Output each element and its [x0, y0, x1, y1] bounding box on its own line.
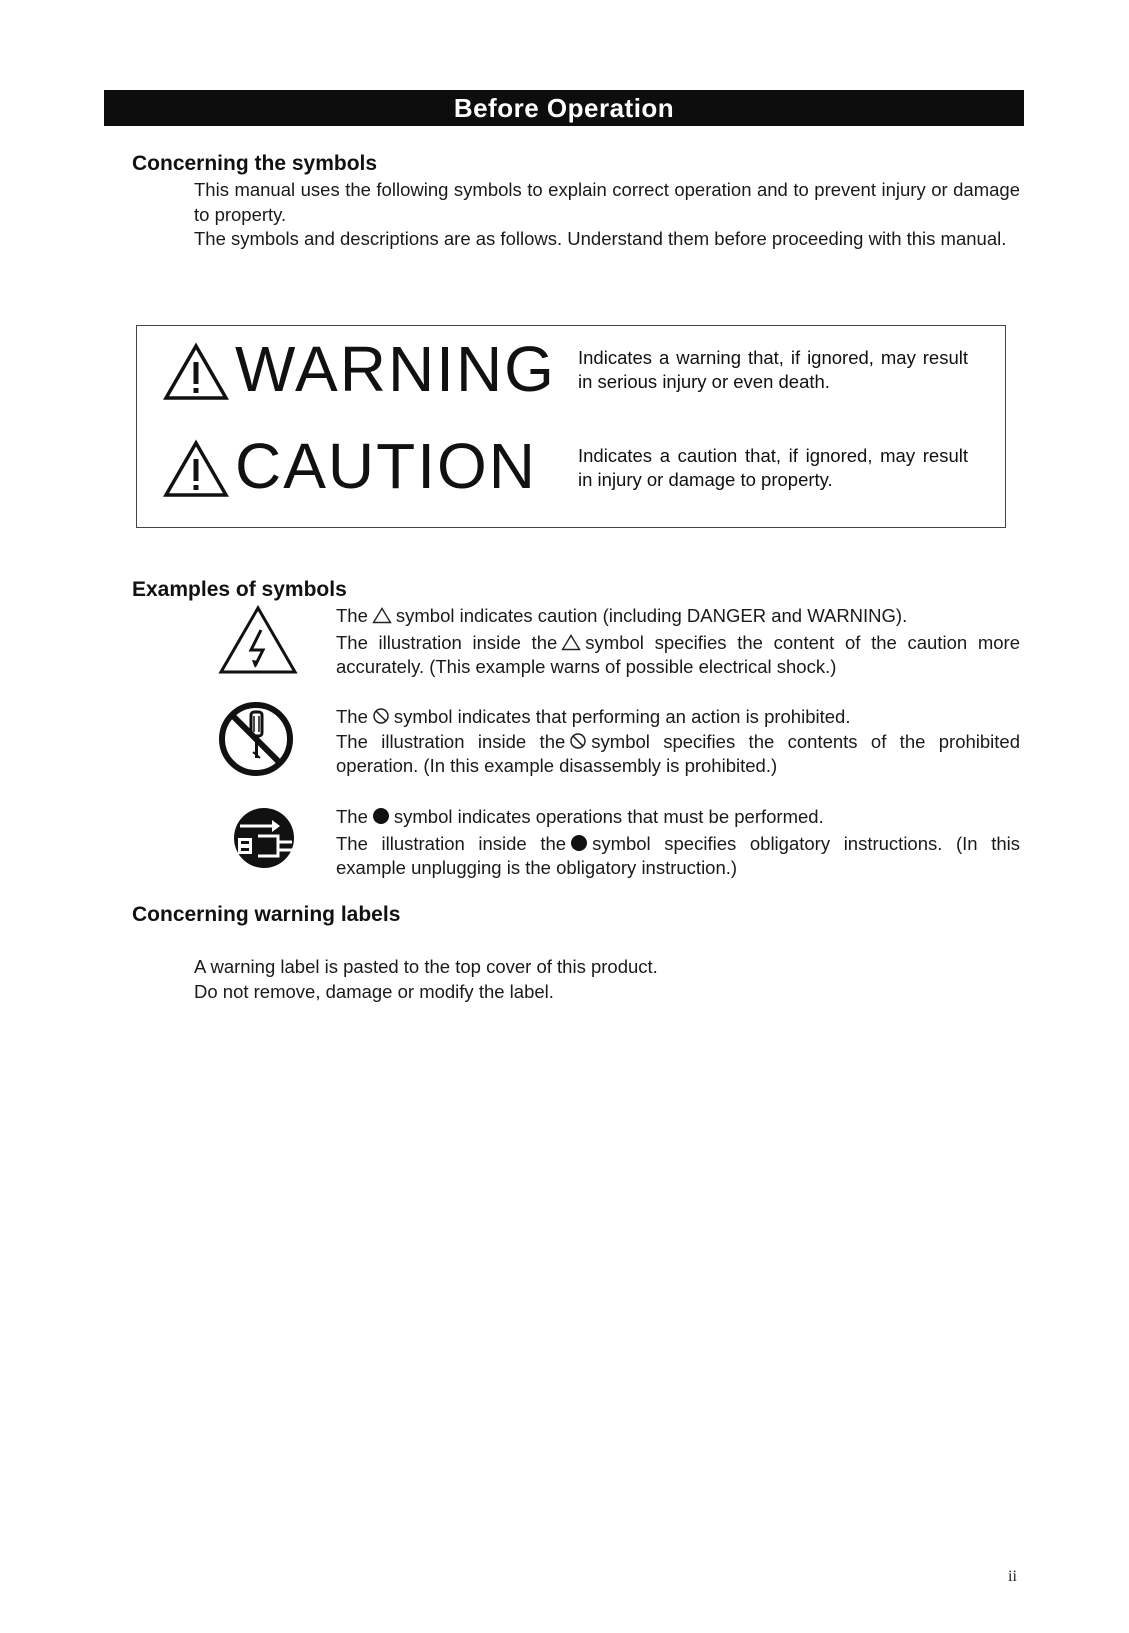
symbols-intro-line2: The symbols and descriptions are as follows. Understand them before proceeding with this manual.: [194, 228, 1007, 249]
labels-line1: A warning label is pasted to the top cover of this product.: [194, 956, 658, 977]
signal-word-box: [136, 325, 1006, 528]
warning-triangle-icon: [163, 342, 229, 402]
caution-triangle-inline-icon: [561, 634, 581, 651]
warning-word: WARNING: [235, 333, 556, 405]
caution-triangle-icon: [163, 439, 229, 499]
no-disassembly-icon: [217, 700, 295, 778]
labels-line2: Do not remove, damage or modify the label.: [194, 980, 554, 1002]
caution-word: CAUTION: [235, 430, 537, 502]
example-triangle-line1: The symbol indicates caution (including DANGER and WARNING).: [336, 605, 908, 626]
section-heading-labels: Concerning warning labels: [132, 903, 401, 926]
unplug-icon: [232, 806, 296, 870]
example-prohibit-text: [336, 705, 1020, 779]
caution-triangle-inline-icon: [372, 607, 392, 624]
section-heading-symbols: Concerning the symbols: [132, 152, 378, 175]
caution-description: Indicates a caution that, if ignored, may result in injury or damage to property.: [578, 445, 968, 490]
section-heading-examples: Examples of symbols: [132, 578, 347, 601]
symbols-intro-line1: This manual uses the following symbols to explain correct operation and to prevent injury or damage to property.: [194, 179, 1020, 225]
symbols-intro: [194, 178, 1020, 252]
example-triangle-line2: The illustration inside the symbol specifies the content of the caution more accurately. (This example warns of possible electrical shock.): [336, 631, 1020, 677]
example-triangle-text: [336, 604, 1020, 680]
example-mandatory-text: [336, 805, 1020, 881]
labels-text: [194, 955, 994, 1004]
mandatory-inline-icon: [570, 834, 588, 852]
example-prohibit-line1: The symbol indicates that performing an action is prohibited.: [336, 706, 851, 727]
electric-shock-caution-icon: [217, 604, 299, 676]
warning-description: Indicates a warning that, if ignored, may result in serious injury or even death.: [578, 347, 968, 392]
prohibit-inline-icon: [372, 707, 390, 725]
page-number: ii: [1008, 1568, 1017, 1585]
mandatory-inline-icon: [372, 807, 390, 825]
prohibit-inline-icon: [569, 732, 587, 750]
example-mandatory-line2: The illustration inside the symbol specifies obligatory instructions. (In this example unplugging is the obligatory instruction.): [336, 832, 1020, 878]
page-title: Before Operation: [104, 90, 1024, 126]
example-prohibit-line2: The illustration inside the symbol specifies the contents of the prohibited operation. (In this example disassembly is prohibited.): [336, 730, 1021, 776]
example-mandatory-line1: The symbol indicates operations that must be performed.: [336, 806, 824, 827]
